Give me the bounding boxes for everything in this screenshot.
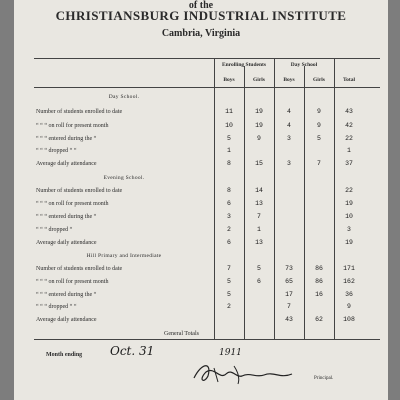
principal-signature bbox=[184, 358, 334, 388]
row-label: Number of students enrolled to date bbox=[36, 188, 123, 194]
table-bottom-rule bbox=[34, 339, 380, 340]
row-label: Average daily attendance bbox=[36, 317, 97, 323]
cell: 15 bbox=[255, 160, 263, 167]
cell: 8 bbox=[227, 160, 231, 167]
row-label: “ “ “ on roll for present month bbox=[36, 123, 109, 129]
cell: 10 bbox=[345, 213, 353, 220]
cell: 5 bbox=[227, 278, 231, 285]
cell: 16 bbox=[315, 291, 323, 298]
general-totals-label: General Totals bbox=[164, 331, 199, 337]
cell: 42 bbox=[345, 122, 353, 129]
row-label: Number of students enrolled to date bbox=[36, 109, 123, 115]
cell: 36 bbox=[345, 291, 353, 298]
cell: 3 bbox=[287, 135, 291, 142]
col-boys-2: Boys bbox=[283, 77, 295, 83]
cell: 5 bbox=[317, 135, 321, 142]
cell: 86 bbox=[315, 265, 323, 272]
cell: 86 bbox=[315, 278, 323, 285]
cell: 1 bbox=[257, 226, 261, 233]
cell: 5 bbox=[227, 291, 231, 298]
cell: 2 bbox=[227, 303, 231, 310]
cell: 3 bbox=[227, 213, 231, 220]
group-day-header: Day School bbox=[290, 62, 318, 68]
principal-label: Principal. bbox=[314, 376, 334, 381]
cell: 10 bbox=[225, 122, 233, 129]
cell: 22 bbox=[345, 187, 353, 194]
cell: 62 bbox=[315, 316, 323, 323]
cell: 8 bbox=[227, 187, 231, 194]
cell: 65 bbox=[285, 278, 293, 285]
cell: 6 bbox=[257, 278, 261, 285]
institution-name: CHRISTIANSBURG INDUSTRIAL INSTITUTE bbox=[55, 8, 347, 23]
cell: 171 bbox=[343, 265, 355, 272]
year-value: 1911 bbox=[219, 348, 242, 358]
cell: 5 bbox=[227, 135, 231, 142]
group-enrolled-header: Enrolling Students bbox=[221, 62, 267, 68]
header-rule bbox=[34, 87, 380, 88]
cell: 4 bbox=[287, 108, 291, 115]
cell: 22 bbox=[345, 135, 353, 142]
cell: 3 bbox=[287, 160, 291, 167]
month-ending-label: Month ending bbox=[46, 352, 83, 358]
cell: 5 bbox=[257, 265, 261, 272]
cell: 19 bbox=[255, 108, 263, 115]
cell: 19 bbox=[345, 200, 353, 207]
col-total: Total bbox=[342, 77, 356, 83]
cell: 6 bbox=[227, 239, 231, 246]
cell: 9 bbox=[317, 108, 321, 115]
cell: 43 bbox=[285, 316, 293, 323]
month-ending-value: Oct. 31 bbox=[110, 344, 155, 358]
col-divider bbox=[304, 66, 305, 339]
cell: 3 bbox=[347, 226, 351, 233]
cell: 7 bbox=[257, 213, 261, 220]
cell: 37 bbox=[345, 160, 353, 167]
row-label: “ “ “ dropped “ “ bbox=[36, 304, 77, 310]
of-line: of the bbox=[188, 0, 214, 11]
cell: 9 bbox=[257, 135, 261, 142]
cell: 1 bbox=[347, 147, 351, 154]
row-label: “ “ “ entered during the “ bbox=[36, 136, 97, 142]
cell: 13 bbox=[255, 200, 263, 207]
cell: 17 bbox=[285, 291, 293, 298]
row-label: “ “ “ entered during the “ bbox=[36, 214, 97, 220]
cell: 7 bbox=[317, 160, 321, 167]
report-sheet bbox=[14, 0, 388, 400]
cell: 9 bbox=[317, 122, 321, 129]
cell: 43 bbox=[345, 108, 353, 115]
row-label: Average daily attendance bbox=[36, 240, 97, 246]
col-girls-2: Girls bbox=[313, 77, 325, 83]
col-girls-1: Girls bbox=[253, 77, 265, 83]
section-title-day: Day School. bbox=[108, 94, 140, 100]
cell: 73 bbox=[285, 265, 293, 272]
col-boys-1: Boys bbox=[223, 77, 235, 83]
section-title-evening: Evening School. bbox=[103, 175, 145, 181]
table-top-rule bbox=[34, 58, 380, 59]
cell: 4 bbox=[287, 122, 291, 129]
cell: 11 bbox=[225, 108, 233, 115]
row-label: “ “ “ dropped “ bbox=[36, 227, 73, 233]
row-label: “ “ “ entered during the “ bbox=[36, 292, 97, 298]
cell: 6 bbox=[227, 200, 231, 207]
section-title-hill: Hill Primary and Intermediate bbox=[86, 253, 162, 259]
row-label: “ “ “ dropped “ “ bbox=[36, 148, 77, 154]
cell: 2 bbox=[227, 226, 231, 233]
cell: 19 bbox=[345, 239, 353, 246]
cell: 7 bbox=[227, 265, 231, 272]
row-label: Average daily attendance bbox=[36, 161, 97, 167]
cell: 162 bbox=[343, 278, 355, 285]
cell: 1 bbox=[227, 147, 231, 154]
cell: 9 bbox=[347, 303, 351, 310]
cell: 108 bbox=[343, 316, 355, 323]
row-label: “ “ “ on roll for present month bbox=[36, 279, 109, 285]
cell: 14 bbox=[255, 187, 263, 194]
cell: 19 bbox=[255, 122, 263, 129]
row-label: Number of students enrolled to date bbox=[36, 266, 123, 272]
cell: 7 bbox=[287, 303, 291, 310]
row-label: “ “ “ on roll for present month bbox=[36, 201, 109, 207]
cell: 13 bbox=[255, 239, 263, 246]
location: Cambria, Virginia bbox=[161, 28, 241, 39]
